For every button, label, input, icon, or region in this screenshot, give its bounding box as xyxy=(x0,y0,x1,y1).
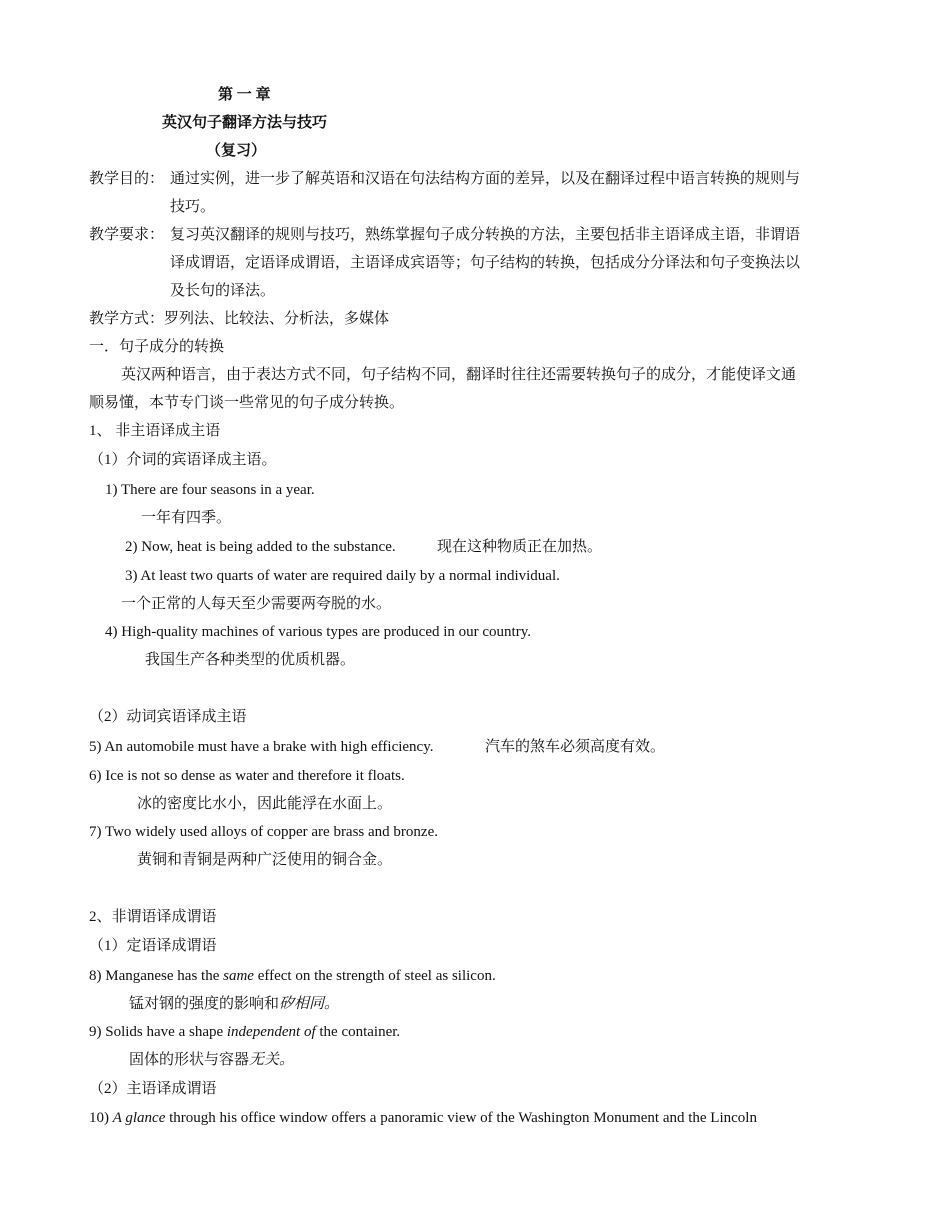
emphasis-text: independent of xyxy=(226,1024,316,1040)
example-chinese: 汽车的煞车必须高度有效。 xyxy=(485,739,666,755)
purpose-label: 教学目的： xyxy=(89,171,165,187)
text-run: through his office window offers a panoramic view of the Washington Monument and the Lincoln xyxy=(165,1110,757,1126)
text-run: 8) Manganese has the xyxy=(89,968,224,984)
example-chinese: 现在这种物质正在加热。 xyxy=(437,539,603,555)
example-english: 3) At least two quarts of water are required daily by a normal individual. xyxy=(125,568,560,584)
emphasis-text: 无关。 xyxy=(249,1052,295,1068)
emphasis-text: same xyxy=(223,968,254,984)
paragraph-line: 顺易懂，本节专门谈一些常见的句子成分转换。 xyxy=(89,395,405,411)
example-english: 7) Two widely used alloys of copper are brass and bronze. xyxy=(89,824,438,840)
requirement-text-line: 译成谓语，定语译成谓语，主语译成宾语等；句子结构的转换，包括成分分译法和句子变换法以 xyxy=(170,255,801,271)
example-chinese xyxy=(129,1050,294,1070)
requirement-text-line: 复习英汉翻译的规则与技巧，熟练掌握句子成分转换的方法，主要包括非主语译成主语，非谓语 xyxy=(170,227,801,243)
example-english xyxy=(89,1022,400,1042)
text-run: 锰对钢的强度的影响和 xyxy=(129,996,280,1012)
emphasis-text: A glance xyxy=(112,1110,166,1126)
requirement-label: 教学要求： xyxy=(89,227,165,243)
document-subtitle: （复习） xyxy=(206,143,267,159)
example-chinese: 冰的密度比水小，因此能浮在水面上。 xyxy=(137,796,393,812)
chapter-heading: 第 一 章 xyxy=(218,87,271,103)
requirement-text-line: 及长句的译法。 xyxy=(170,283,276,299)
text-run: effect on the strength of steel as silicon. xyxy=(253,968,496,984)
example-english xyxy=(89,1108,757,1128)
text-run: 9) Solids have a shape xyxy=(89,1024,227,1040)
text-run: the container. xyxy=(315,1024,401,1040)
document-title: 英汉句子翻译方法与技巧 xyxy=(162,115,328,131)
example-english: 5) An automobile must have a brake with high efficiency. xyxy=(89,739,434,755)
emphasis-text: 矽相同。 xyxy=(279,996,340,1012)
example-english: 6) Ice is not so dense as water and therefore it floats. xyxy=(89,768,405,784)
section-heading: 一．句子成分的转换 xyxy=(89,339,225,355)
text-run: 10) xyxy=(89,1110,113,1126)
purpose-text-line: 通过实例，进一步了解英语和汉语在句法结构方面的差异，以及在翻译过程中语言转换的规则与 xyxy=(170,171,801,187)
subsubsection-heading: （1）定语译成谓语 xyxy=(89,938,217,954)
subsection-heading: 2、非谓语译成谓语 xyxy=(89,909,217,925)
example-chinese xyxy=(129,994,339,1014)
teaching-method: 教学方式：罗列法、比较法、分析法，多媒体 xyxy=(89,311,390,327)
example-chinese: 黄铜和青铜是两种广泛使用的铜合金。 xyxy=(137,852,393,868)
subsubsection-heading: （2）主语译成谓语 xyxy=(89,1081,217,1097)
example-chinese: 一年有四季。 xyxy=(141,510,232,526)
paragraph-line: 英汉两种语言，由于表达方式不同，句子结构不同，翻译时往往还需要转换句子的成分，才能使译文通 xyxy=(121,367,797,383)
example-chinese: 我国生产各种类型的优质机器。 xyxy=(145,652,356,668)
subsubsection-heading: （2）动词宾语译成主语 xyxy=(89,709,247,725)
example-english: 4) High-quality machines of various types are produced in our country. xyxy=(105,624,531,640)
example-english: 1) There are four seasons in a year. xyxy=(105,482,315,498)
example-chinese: 一个正常的人每天至少需要两夸脱的水。 xyxy=(121,596,392,612)
text-run: 固体的形状与容器 xyxy=(129,1052,250,1068)
example-english xyxy=(89,966,496,986)
example-english: 2) Now, heat is being added to the substance. xyxy=(125,539,396,555)
purpose-text-line: 技巧。 xyxy=(170,199,216,215)
subsection-heading: 1、 非主语译成主语 xyxy=(89,423,221,439)
subsubsection-heading: （1）介词的宾语译成主语。 xyxy=(89,452,277,468)
